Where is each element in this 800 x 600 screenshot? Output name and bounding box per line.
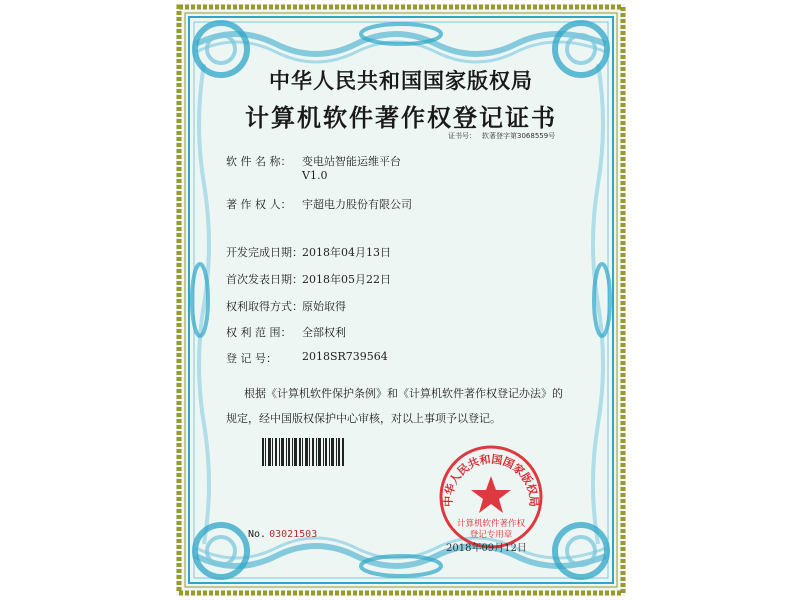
software-version: V1.0 (302, 169, 328, 182)
seal-star-icon (471, 476, 511, 513)
official-seal (438, 444, 544, 550)
field-reg-no (226, 350, 388, 366)
legal-basis-line-1: 根据《计算机软件保护条例》和《计算机软件著作权登记办法》的 (244, 387, 563, 400)
copyright-holder-value: 宇超电力股份有限公司 (302, 198, 412, 211)
acquire-method-value: 原始取得 (302, 300, 346, 313)
software-name-value-group (302, 153, 401, 182)
barcode-image (262, 438, 344, 466)
field-first-publish (226, 271, 391, 287)
certificate-number-value: 软著登字第3068559号 (482, 132, 556, 140)
rights-scope-value: 全部权利 (302, 326, 346, 339)
field-copyright-holder (226, 196, 412, 212)
software-name-value: 变电站智能运维平台 (302, 155, 401, 168)
dev-complete-label: 开发完成日期： (226, 246, 303, 259)
field-dev-complete (226, 244, 391, 260)
certificate-number (448, 131, 555, 141)
legal-basis-line-2: 规定，经中国版权保护中心审核，对以上事项予以登记。 (226, 412, 501, 425)
field-rights-scope (226, 324, 346, 340)
reg-no-value: 2018SR739564 (302, 350, 388, 363)
seal-subtitle-1: 计算机软件著作权 (456, 519, 526, 529)
rights-scope-label: 权 利 范 围： (226, 326, 292, 339)
certificate-title: 计算机软件著作权登记证书 (245, 104, 557, 132)
field-acquire-method (226, 298, 346, 314)
serial-number (248, 529, 317, 540)
issue-date: 2018年09月12日 (446, 543, 527, 554)
certificate-number-label: 证书号： (448, 132, 476, 140)
certificate-content (176, 4, 626, 596)
certificate (176, 4, 626, 596)
serial-label: No. (248, 529, 267, 540)
seal-arc-path: 中华人民共和国国家版权局 (441, 452, 541, 507)
first-publish-value: 2018年05月22日 (302, 273, 391, 286)
field-software-name (226, 153, 401, 182)
acquire-method-label: 权利取得方式： (226, 300, 303, 313)
dev-complete-value: 2018年04月13日 (302, 246, 391, 259)
seal-subtitle-2: 登记专用章 (469, 530, 513, 540)
software-name-label: 软 件 名 称： (226, 155, 292, 168)
serial-value: 03021503 (269, 529, 318, 540)
reg-no-label: 登 记 号： (226, 352, 277, 365)
first-publish-label: 首次发表日期： (226, 273, 303, 286)
issuer-title: 中华人民共和国国家版权局 (269, 69, 533, 93)
copyright-holder-label: 著 作 权 人： (226, 198, 292, 211)
